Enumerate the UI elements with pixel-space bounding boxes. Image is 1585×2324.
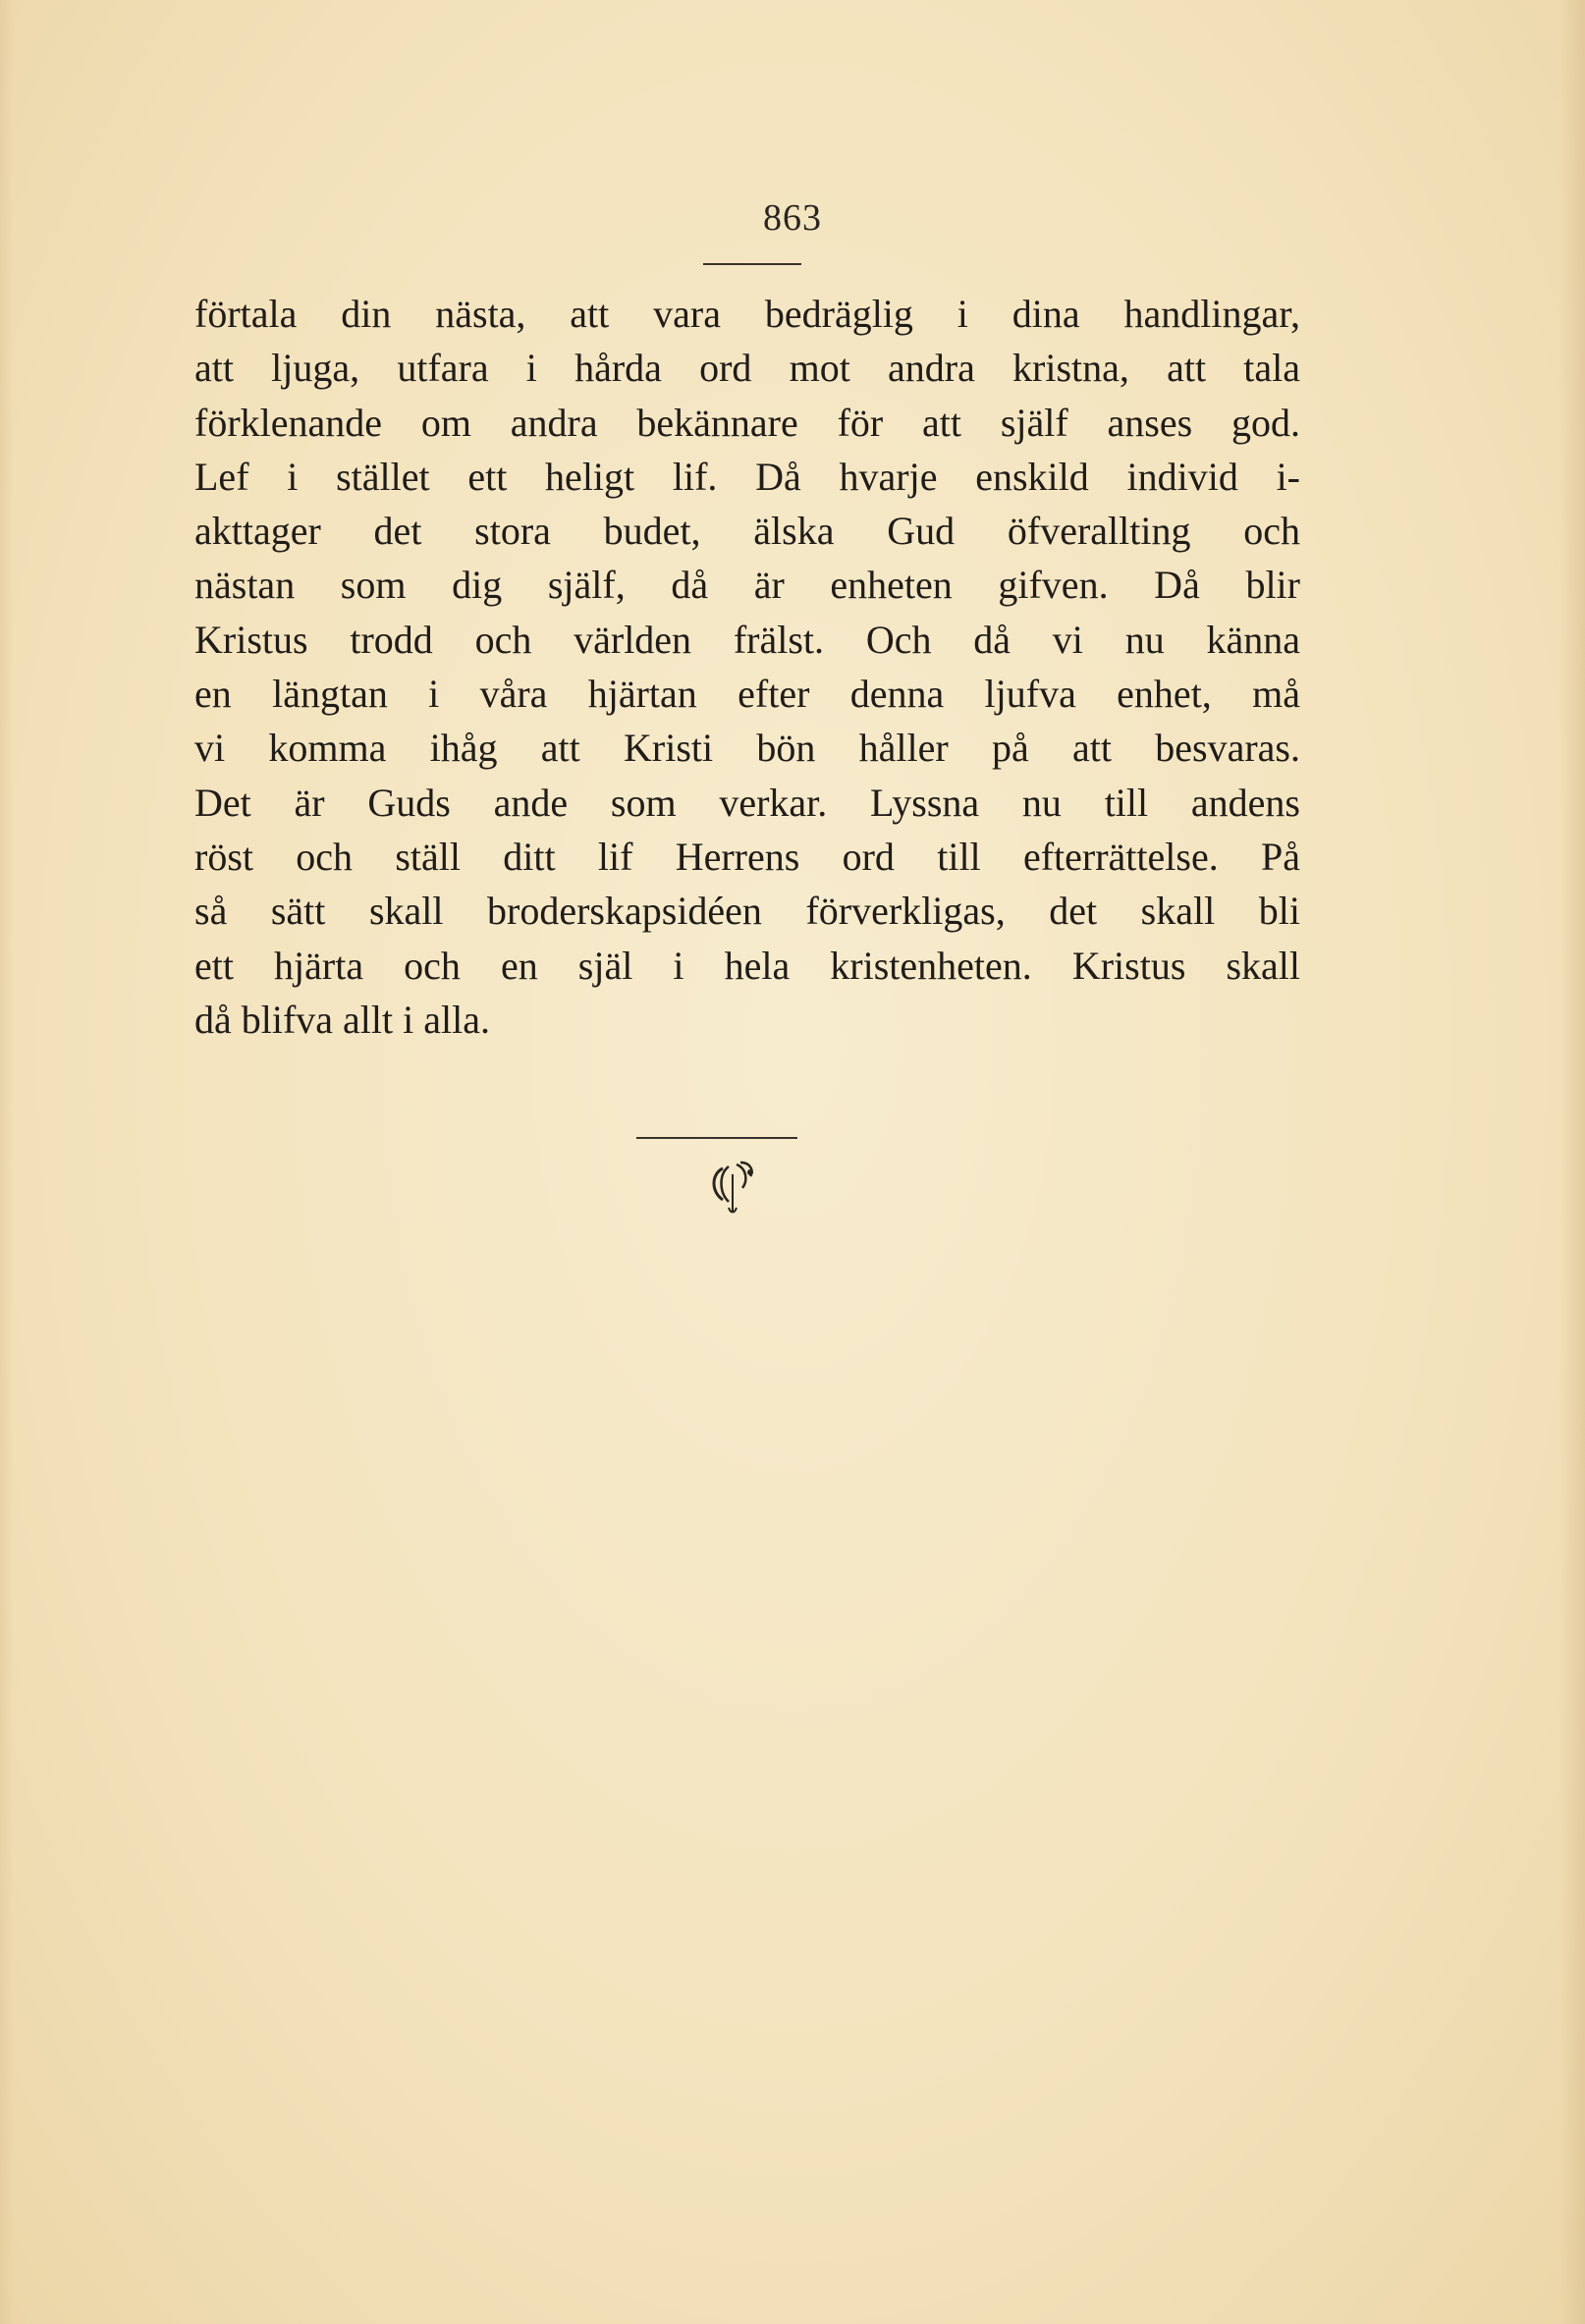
text-line: förtala din nästa, att vara bedräglig i dina handlingar, <box>194 292 1300 336</box>
text-line: akttager det stora budet, älska Gud öfverallting och <box>194 509 1300 554</box>
text-line: nästan som dig själf, då är enheten gifven. Då blir <box>194 563 1300 608</box>
text-line: röst och ställ ditt lif Herrens ord till efterrättelse. På <box>194 834 1300 879</box>
tailpiece-ornament-icon <box>703 1159 762 1219</box>
page-edge-right <box>1559 0 1585 2324</box>
text-line: vi komma ihåg att Kristi bön håller på att besvaras. <box>194 726 1300 771</box>
text-line: Det är Guds ande som verkar. Lyssna nu till andens <box>194 780 1300 825</box>
show-through-bleed <box>187 1060 1306 1109</box>
text-line: då blifva allt i alla. <box>194 997 490 1042</box>
end-rule <box>636 1137 797 1139</box>
page-edge-left <box>0 0 14 2324</box>
text-line: Lef i stället ett heligt lif. Då hvarje enskild individ i- <box>194 454 1300 499</box>
body-text <box>194 287 1300 1047</box>
page-number-rule <box>703 263 801 265</box>
text-line: att ljuga, utfara i hårda ord mot andra kristna, att tala <box>194 346 1300 391</box>
text-line: förklenande om andra bekännare för att själf anses god. <box>194 400 1300 445</box>
text-line: en längtan i våra hjärtan efter denna ljufva enhet, må <box>194 672 1300 717</box>
page-number: 863 <box>763 197 822 239</box>
text-line: Kristus trodd och världen frälst. Och då vi nu känna <box>194 617 1300 662</box>
text-line: så sätt skall broderskapsidéen förverkligas, det skall bli <box>194 889 1300 934</box>
text-line: ett hjärta och en själ i hela kristenheten. Kristus skall <box>194 943 1300 988</box>
